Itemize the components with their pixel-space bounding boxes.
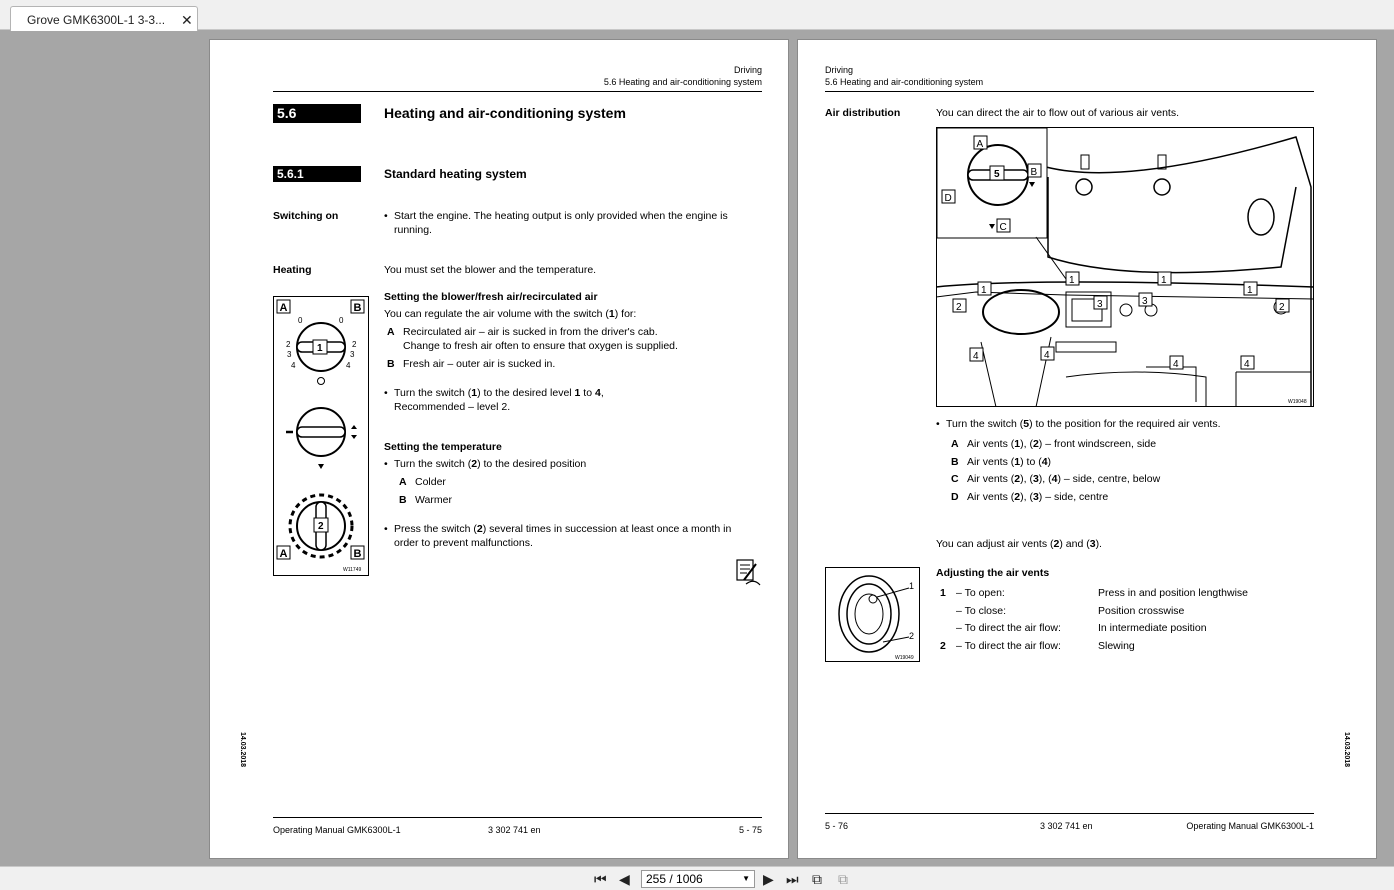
vent-option-a-letter: A — [951, 438, 959, 450]
header-rule — [273, 91, 762, 92]
previous-page-icon[interactable]: ◀ — [619, 871, 630, 887]
svg-text:3: 3 — [350, 350, 355, 359]
svg-text:3: 3 — [287, 350, 292, 359]
footer-page-number: 5 - 76 — [825, 821, 849, 831]
svg-text:4: 4 — [346, 361, 351, 370]
subsection-title: Standard heating system — [384, 167, 527, 181]
header-section: 5.6 Heating and air-conditioning system — [825, 77, 984, 87]
option-b-letter: B — [387, 358, 395, 370]
go-back-icon[interactable]: ⧉ — [812, 871, 822, 887]
footer-page-number: 5 - 75 — [738, 825, 762, 835]
svg-text:4: 4 — [1044, 350, 1050, 361]
adjust-vents-intro: You can adjust air vents (2) and (3). — [936, 538, 1102, 550]
note-icon — [734, 558, 762, 588]
footer-right: Operating Manual GMK6300L-1 — [1186, 821, 1314, 831]
navigation-toolbar — [0, 866, 1394, 890]
page-indicator: 255 / 1006 — [646, 872, 703, 886]
vent-option-b-letter: B — [951, 456, 959, 468]
temp-option-a-letter: A — [399, 476, 407, 488]
adjust-row-result: Slewing — [1098, 640, 1135, 652]
header-rule — [825, 91, 1314, 92]
svg-text:W19048: W19048 — [1288, 399, 1307, 405]
adjust-row-result: Position crosswise — [1098, 605, 1185, 617]
next-page-icon[interactable]: ▶ — [763, 871, 774, 887]
subsection-number: 5.6.1 — [273, 166, 361, 182]
heating-label: Heating — [273, 264, 312, 276]
turn-switch-1: • Turn the switch (1) to the desired level 1 to 4, Recommended – level 2. — [394, 386, 764, 414]
svg-text:W19049: W19049 — [895, 655, 914, 661]
vent-option-a: Air vents (1), (2) – front windscreen, side — [967, 438, 1157, 450]
temp-option-a: Colder — [415, 476, 446, 488]
adjust-row-num: 1 — [940, 587, 946, 599]
svg-text:4: 4 — [291, 361, 296, 370]
option-a-letter: A — [387, 326, 395, 338]
heating-intro: You must set the blower and the temperature. — [384, 264, 597, 276]
svg-text:B: B — [353, 548, 362, 560]
air-distribution-label: Air distribution — [825, 107, 901, 119]
svg-text:C: C — [999, 222, 1007, 233]
option-a-text: Recirculated air – air is sucked in from the driver's cab. Change to fresh air often to ensure that oxygen is supplied. — [403, 326, 678, 352]
page-5-76 — [797, 39, 1377, 859]
svg-text:2: 2 — [318, 521, 324, 532]
svg-text:1: 1 — [1161, 275, 1167, 286]
heating-control-panel-figure — [273, 296, 369, 576]
air-vent-figure — [825, 567, 920, 662]
adjust-vents-heading: Adjusting the air vents — [936, 567, 1050, 579]
tab-bar — [0, 0, 1394, 30]
switching-on-text: • Start the engine. The heating output is only provided when the engine is running. — [394, 209, 764, 237]
svg-text:A: A — [279, 548, 288, 560]
temp-option-b-letter: B — [399, 494, 407, 506]
air-distribution-intro: You can direct the air to flow out of various air vents. — [936, 107, 1179, 119]
side-date-code: 14.03.2018 — [239, 732, 246, 768]
adjust-row-action: – To direct the air flow: — [956, 640, 1061, 652]
footer-mid: 3 302 741 en — [488, 825, 541, 835]
turn-switch-5: • Turn the switch (5) to the position for the required air vents. — [946, 417, 1316, 431]
blower-heading: Setting the blower/fresh air/recirculated air — [384, 291, 598, 303]
svg-text:W11749: W11749 — [343, 567, 362, 573]
switching-on-label: Switching on — [273, 210, 339, 222]
svg-text:4: 4 — [973, 351, 979, 362]
svg-text:A: A — [279, 302, 288, 314]
vent-option-d-letter: D — [951, 491, 959, 503]
turn-switch-2: • Turn the switch (2) to the desired position — [394, 457, 764, 471]
svg-text:B: B — [1030, 167, 1038, 178]
svg-text:2: 2 — [1279, 302, 1285, 313]
vent-option-b: Air vents (1) to (4) — [967, 456, 1052, 468]
footer-rule — [825, 813, 1314, 814]
close-icon[interactable]: ✕ — [181, 12, 193, 28]
vent-option-c-letter: C — [951, 473, 959, 485]
svg-text:1: 1 — [1247, 285, 1253, 296]
header-chapter: Driving — [825, 65, 854, 75]
temperature-heading: Setting the temperature — [384, 441, 502, 453]
svg-text:5: 5 — [994, 169, 1000, 180]
header-chapter: Driving — [733, 65, 762, 75]
footer-left: Operating Manual GMK6300L-1 — [273, 825, 401, 835]
page-selector[interactable] — [641, 870, 755, 888]
footer-rule — [273, 817, 762, 818]
last-page-icon[interactable]: ⏭ — [786, 871, 799, 887]
temp-option-b: Warmer — [415, 494, 452, 506]
section-number: 5.6 — [273, 104, 361, 123]
svg-text:1: 1 — [317, 343, 323, 354]
press-switch-2: • Press the switch (2) several times in succession at least once a month in order to prevent malfunctions. — [394, 522, 764, 550]
svg-text:3: 3 — [1142, 296, 1148, 307]
side-date-code: 14.03.2018 — [1343, 732, 1350, 768]
header-section: 5.6 Heating and air-conditioning system — [603, 77, 762, 87]
blower-intro: You can regulate the air volume with the switch (1) for: — [384, 308, 637, 320]
adjust-row-result: Press in and position lengthwise — [1098, 587, 1249, 599]
svg-text:B: B — [353, 302, 362, 314]
section-title: Heating and air-conditioning system — [384, 105, 626, 121]
adjust-row-result: In intermediate position — [1098, 622, 1207, 634]
vent-option-d: Air vents (2), (3) – side, centre — [967, 491, 1109, 503]
adjust-row-action: – To close: — [956, 605, 1007, 617]
svg-text:0: 0 — [298, 316, 303, 325]
svg-text:4: 4 — [1173, 359, 1179, 370]
vent-option-c: Air vents (2), (3), (4) – side, centre, below — [967, 473, 1161, 485]
cab-air-vents-figure — [936, 127, 1314, 407]
svg-text:4: 4 — [1244, 359, 1250, 370]
svg-text:1: 1 — [909, 581, 915, 591]
svg-text:D: D — [944, 193, 952, 204]
adjust-row-action: – To direct the air flow: — [956, 622, 1061, 634]
svg-text:2: 2 — [286, 340, 291, 349]
svg-text:3: 3 — [1097, 299, 1103, 310]
document-tab[interactable] — [10, 6, 198, 31]
document-viewer[interactable] — [0, 31, 1394, 865]
adjust-row-num: 2 — [940, 640, 946, 652]
footer-mid: 3 302 741 en — [1040, 821, 1093, 831]
svg-text:0: 0 — [339, 316, 344, 325]
adjust-row-action: – To open: — [956, 587, 1005, 599]
svg-text:1: 1 — [981, 285, 987, 296]
first-page-icon[interactable]: ⏮ — [594, 871, 607, 887]
go-forward-icon[interactable]: ⧉ — [838, 871, 848, 887]
option-b-text: Fresh air – outer air is sucked in. — [403, 358, 556, 370]
svg-text:2: 2 — [352, 340, 357, 349]
svg-text:2: 2 — [956, 302, 962, 313]
svg-text:2: 2 — [909, 631, 915, 641]
chevron-down-icon[interactable]: ▼ — [742, 874, 750, 883]
page-5-75 — [209, 39, 789, 859]
svg-text:A: A — [976, 139, 984, 150]
svg-text:1: 1 — [1069, 275, 1075, 286]
tab-title: Grove GMK6300L-1 3-3... — [27, 13, 166, 27]
